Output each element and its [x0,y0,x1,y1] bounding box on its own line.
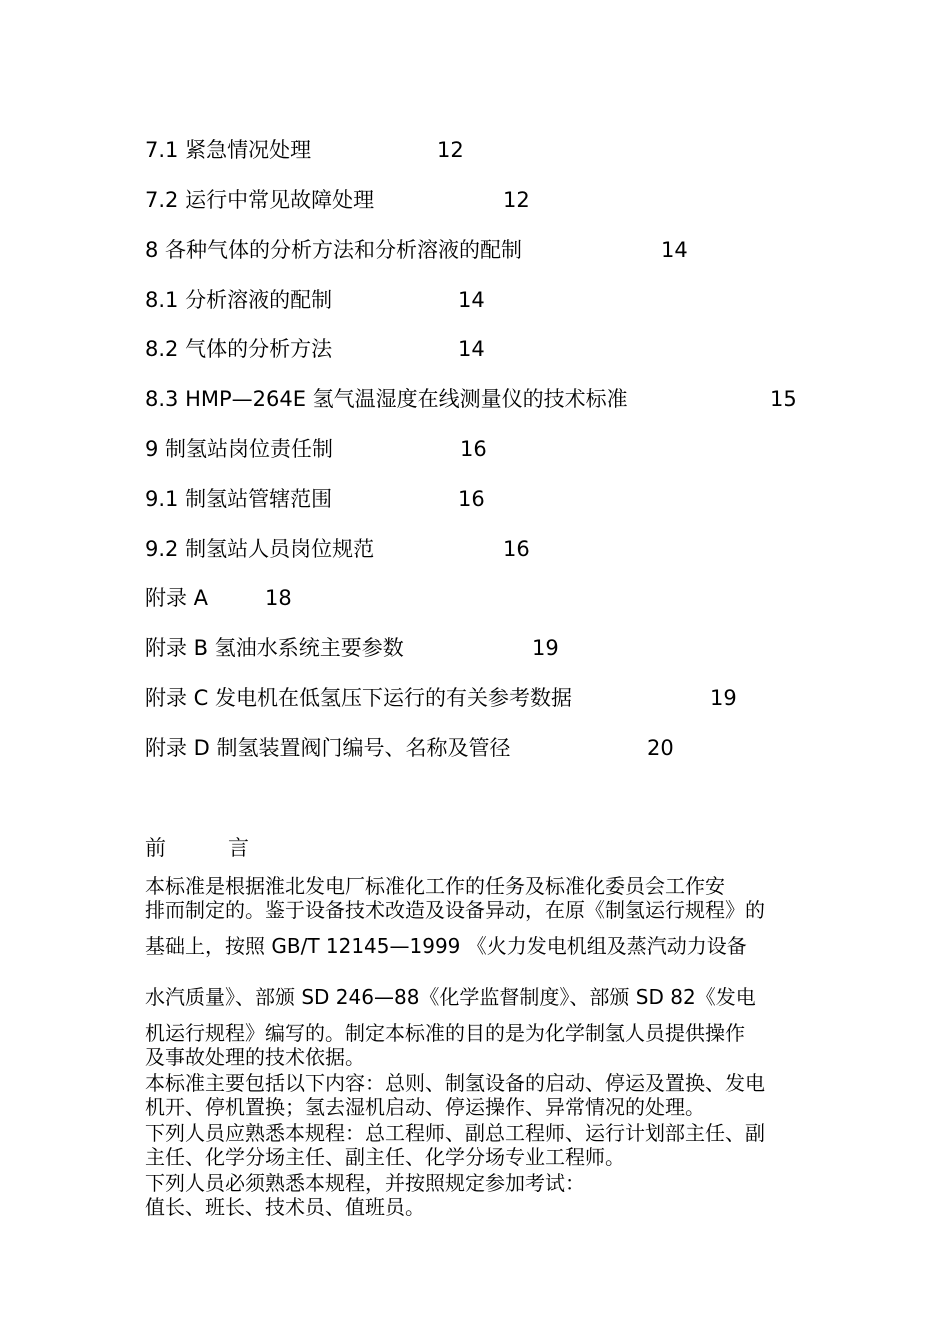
preface-line: 下列人员应熟悉本规程：总工程师、副总工程师、运行计划部主任、副 [145,1121,765,1145]
toc-entry-label: 8.2 气体的分析方法 [145,337,333,361]
toc-entry-page: 12 [503,188,530,212]
toc-entry-page: 14 [458,337,485,361]
toc-entry-label: 附录 A [145,586,209,610]
preface-title-left: 前 [145,836,166,860]
toc-entry-page: 12 [437,138,464,162]
preface-line: 机开、停机置换；氢去湿机启动、停运操作、异常情况的处理。 [145,1095,705,1119]
toc-entry-label: 9.1 制氢站管辖范围 [145,487,333,511]
toc-entry-label: 9.2 制氢站人员岗位规范 [145,537,375,561]
toc-entry-page: 18 [265,586,292,610]
preface-line: 排而制定的。鉴于设备技术改造及设备异动，在原《制氢运行规程》的 [145,898,765,922]
toc-entry-label: 8.3 HMP—264E 氢气温湿度在线测量仪的技术标准 [145,387,628,411]
toc-entry-page: 16 [458,487,485,511]
toc-entry-label: 7.1 紧急情况处理 [145,138,312,162]
preface-line: 水汽质量》、部颁 SD 246—88《化学监督制度》、部颁 SD 82《发电 [145,985,756,1009]
toc-entry-page: 16 [503,537,530,561]
toc-entry-page: 14 [458,288,485,312]
preface-title [145,834,249,862]
toc-entry-page: 20 [647,736,674,760]
toc-entry-label: 8 各种气体的分析方法和分析溶液的配制 [145,238,523,262]
toc-entry-label: 附录 B 氢油水系统主要参数 [145,636,404,660]
toc-entry-label: 8.1 分析溶液的配制 [145,288,333,312]
preface-line: 机运行规程》编写的。制定本标准的目的是为化学制氢人员提供操作 [145,1021,745,1045]
toc-entry-page: 15 [770,387,797,411]
preface-line: 及事故处理的技术依据。 [145,1045,365,1069]
preface-line: 值长、班长、技术员、值班员。 [145,1195,425,1219]
toc-entry-page: 16 [460,437,487,461]
preface-title-right: 言 [228,836,249,860]
toc-entry-label: 7.2 运行中常见故障处理 [145,188,375,212]
toc-entry-page: 14 [661,238,688,262]
toc-entry-label: 附录 D 制氢装置阀门编号、名称及管径 [145,736,511,760]
toc-entry-label: 附录 C 发电机在低氢压下运行的有关参考数据 [145,686,573,710]
preface-line: 本标准主要包括以下内容：总则、制氢设备的启动、停运及置换、发电 [145,1071,765,1095]
preface-line: 基础上，按照 GB/T 12145—1999 《火力发电机组及蒸汽动力设备 [145,934,747,958]
toc-entry-label: 9 制氢站岗位责任制 [145,437,334,461]
preface-line: 下列人员必须熟悉本规程，并按照规定参加考试： [145,1171,585,1195]
toc-entry-page: 19 [710,686,737,710]
preface-line: 主任、化学分场主任、副主任、化学分场专业工程师。 [145,1145,625,1169]
toc-entry-page: 19 [532,636,559,660]
preface-line: 本标准是根据淮北发电厂标准化工作的任务及标准化委员会工作安 [145,874,725,898]
